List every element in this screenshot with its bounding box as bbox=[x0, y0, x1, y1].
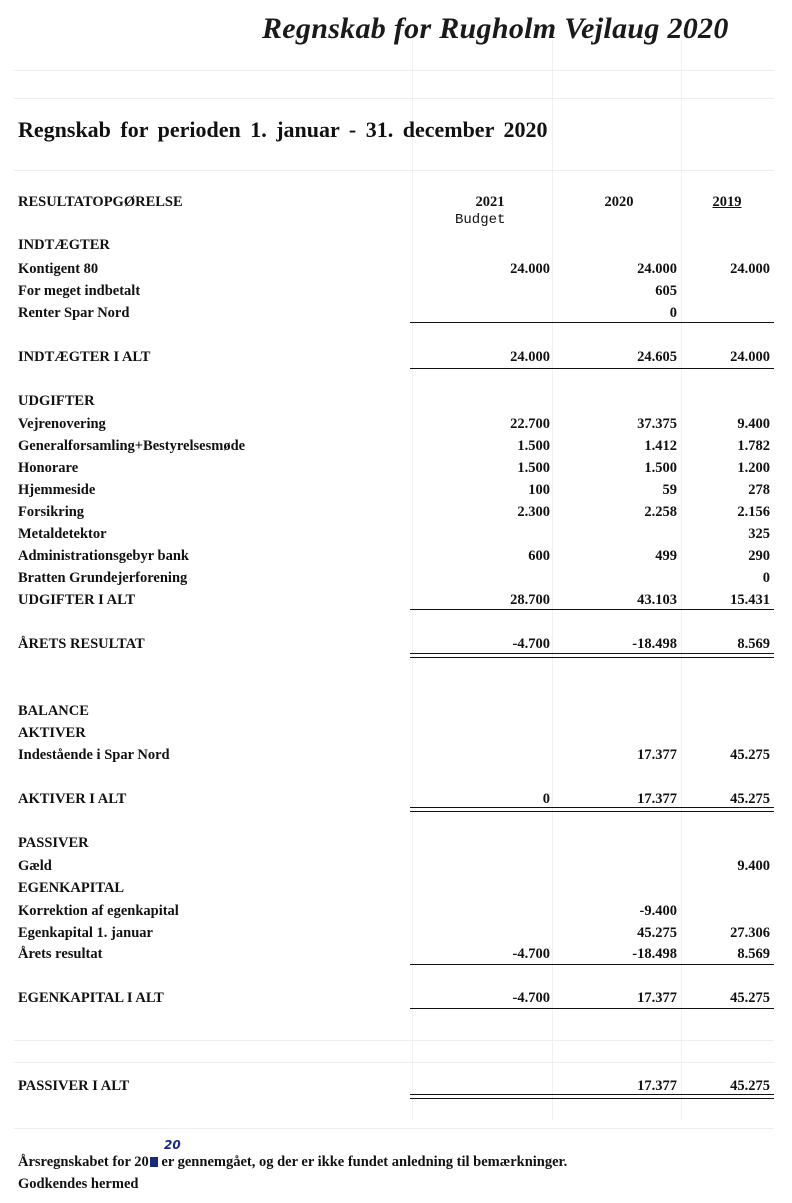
value-2021: 24.000 bbox=[510, 261, 550, 277]
row-label: Bratten Grundejerforening bbox=[18, 570, 188, 586]
total-rule bbox=[410, 609, 774, 610]
row-label: PASSIVER I ALT bbox=[18, 1078, 130, 1094]
expenses-heading: UDGIFTER bbox=[18, 393, 95, 409]
row-label: For meget indbetalt bbox=[18, 283, 141, 299]
balance-heading: BALANCE bbox=[18, 703, 89, 719]
value-2021: -4.700 bbox=[512, 636, 550, 652]
value-2019: 1.200 bbox=[737, 460, 770, 476]
value-2020: 499 bbox=[655, 548, 677, 564]
row-label: Korrektion af egenkapital bbox=[18, 903, 179, 919]
row-label: Hjemmeside bbox=[18, 482, 96, 498]
table-row bbox=[0, 858, 792, 880]
table-row bbox=[0, 460, 792, 482]
value-2021: 600 bbox=[528, 548, 550, 564]
value-2021: 1.500 bbox=[517, 438, 550, 454]
value-2020: 43.103 bbox=[637, 592, 677, 608]
value-2020: 605 bbox=[655, 283, 677, 299]
col-header-2020: 2020 bbox=[604, 194, 634, 210]
liabilities-heading: PASSIVER bbox=[18, 835, 89, 851]
row-label: AKTIVER I ALT bbox=[18, 791, 127, 807]
row-label: UDGIFTER I ALT bbox=[18, 592, 136, 608]
column-header-row bbox=[0, 194, 792, 216]
value-2019: 9.400 bbox=[737, 858, 770, 874]
approval-signoff: Godkendes hermed bbox=[18, 1176, 139, 1192]
table-row bbox=[0, 925, 792, 947]
section-heading bbox=[0, 703, 792, 725]
row-label: Metaldetektor bbox=[18, 526, 107, 542]
col-header-2019: 2019 bbox=[712, 194, 742, 210]
value-2019: 27.306 bbox=[730, 925, 770, 941]
value-2020: 17.377 bbox=[637, 990, 677, 1006]
table-row bbox=[0, 570, 792, 592]
value-2019: 8.569 bbox=[737, 946, 770, 962]
value-2020: -18.498 bbox=[632, 636, 677, 652]
section-heading bbox=[0, 393, 792, 415]
table-row bbox=[0, 504, 792, 526]
value-2020: 24.000 bbox=[637, 261, 677, 277]
budget-label: Budget bbox=[455, 212, 506, 228]
value-2021: 28.700 bbox=[510, 592, 550, 608]
row-label: Forsikring bbox=[18, 504, 85, 520]
approval-text-end: er gennemgået, og der er ikke fundet anledning til bemærkninger. bbox=[157, 1154, 568, 1170]
total-rule bbox=[410, 1008, 774, 1009]
income-heading: INDTÆGTER bbox=[18, 237, 110, 253]
subtotal-rule bbox=[410, 964, 774, 965]
value-2020: 37.375 bbox=[637, 416, 677, 432]
row-label: Renter Spar Nord bbox=[18, 305, 130, 321]
double-rule bbox=[410, 653, 774, 658]
redaction-mark bbox=[150, 1157, 158, 1167]
value-2019: 9.400 bbox=[737, 416, 770, 432]
table-row bbox=[0, 903, 792, 925]
value-2021: 22.700 bbox=[510, 416, 550, 432]
value-2020: 0 bbox=[669, 305, 677, 321]
value-2019: 45.275 bbox=[730, 791, 770, 807]
value-2019: 24.000 bbox=[730, 349, 770, 365]
section-heading bbox=[0, 725, 792, 747]
table-row bbox=[0, 416, 792, 438]
row-label: ÅRETS RESULTAT bbox=[18, 636, 145, 652]
row-label: Indestående i Spar Nord bbox=[18, 747, 170, 763]
value-2019: 45.275 bbox=[730, 747, 770, 763]
value-2021: 24.000 bbox=[510, 349, 550, 365]
value-2019: 290 bbox=[748, 548, 770, 564]
value-2020: -18.498 bbox=[632, 946, 677, 962]
row-label: EGENKAPITAL I ALT bbox=[18, 990, 164, 1006]
value-2020: 24.605 bbox=[637, 349, 677, 365]
handwritten-correction: 20 bbox=[164, 1138, 181, 1152]
section-heading bbox=[0, 835, 792, 857]
value-2019: 8.569 bbox=[737, 636, 770, 652]
assets-heading: AKTIVER bbox=[18, 725, 86, 741]
total-row bbox=[0, 592, 792, 614]
row-label: Gæld bbox=[18, 858, 52, 874]
row-label: Generalforsamling+Bestyrelsesmøde bbox=[18, 438, 246, 454]
value-2020: 59 bbox=[662, 482, 677, 498]
period-heading: Regnskab for perioden 1. januar - 31. december 2020 bbox=[18, 117, 548, 142]
table-row bbox=[0, 482, 792, 504]
section-heading bbox=[0, 880, 792, 902]
total-rule bbox=[410, 368, 774, 369]
value-2019: 1.782 bbox=[737, 438, 770, 454]
row-label: Egenkapital 1. januar bbox=[18, 925, 153, 941]
table-row bbox=[0, 548, 792, 570]
value-2021: -4.700 bbox=[512, 946, 550, 962]
value-2020: 1.500 bbox=[644, 460, 677, 476]
value-2021: 0 bbox=[542, 791, 550, 807]
value-2020: 45.275 bbox=[637, 925, 677, 941]
approval-statement bbox=[18, 1154, 567, 1171]
value-2021: -4.700 bbox=[512, 990, 550, 1006]
table-row bbox=[0, 747, 792, 769]
value-2019: 45.275 bbox=[730, 990, 770, 1006]
value-2019: 2.156 bbox=[737, 504, 770, 520]
value-2019: 325 bbox=[748, 526, 770, 542]
value-2020: 2.258 bbox=[644, 504, 677, 520]
table-row bbox=[0, 305, 792, 327]
value-2020: 17.377 bbox=[637, 747, 677, 763]
value-2019: 24.000 bbox=[730, 261, 770, 277]
value-2020: 17.377 bbox=[637, 791, 677, 807]
col-header-2021: 2021 bbox=[475, 194, 505, 210]
value-2020: -9.400 bbox=[639, 903, 677, 919]
row-label: INDTÆGTER I ALT bbox=[18, 349, 151, 365]
table-row bbox=[0, 438, 792, 460]
double-rule bbox=[410, 807, 774, 812]
table-row bbox=[0, 283, 792, 305]
row-label: Årets resultat bbox=[18, 946, 103, 962]
value-2020: 17.377 bbox=[637, 1078, 677, 1094]
value-2019: 15.431 bbox=[730, 592, 770, 608]
result-statement-label: RESULTATOPGØRELSE bbox=[18, 194, 183, 210]
row-label: Honorare bbox=[18, 460, 79, 476]
equity-heading: EGENKAPITAL bbox=[18, 880, 125, 896]
value-2019: 45.275 bbox=[730, 1078, 770, 1094]
row-label: Administrationsgebyr bank bbox=[18, 548, 189, 564]
document-title: Regnskab for Rugholm Vejlaug 2020 bbox=[262, 12, 729, 45]
value-2021: 100 bbox=[528, 482, 550, 498]
double-rule bbox=[410, 1094, 774, 1099]
approval-text-start: Årsregnskabet for 20 bbox=[18, 1154, 149, 1170]
section-heading bbox=[0, 237, 792, 259]
row-label: Kontigent 80 bbox=[18, 261, 99, 277]
row-label: Vejrenovering bbox=[18, 416, 106, 432]
subtotal-rule bbox=[410, 322, 774, 323]
value-2021: 2.300 bbox=[517, 504, 550, 520]
value-2019: 0 bbox=[762, 570, 770, 586]
table-row bbox=[0, 526, 792, 548]
value-2019: 278 bbox=[748, 482, 770, 498]
table-row bbox=[0, 261, 792, 283]
value-2021: 1.500 bbox=[517, 460, 550, 476]
value-2020: 1.412 bbox=[644, 438, 677, 454]
